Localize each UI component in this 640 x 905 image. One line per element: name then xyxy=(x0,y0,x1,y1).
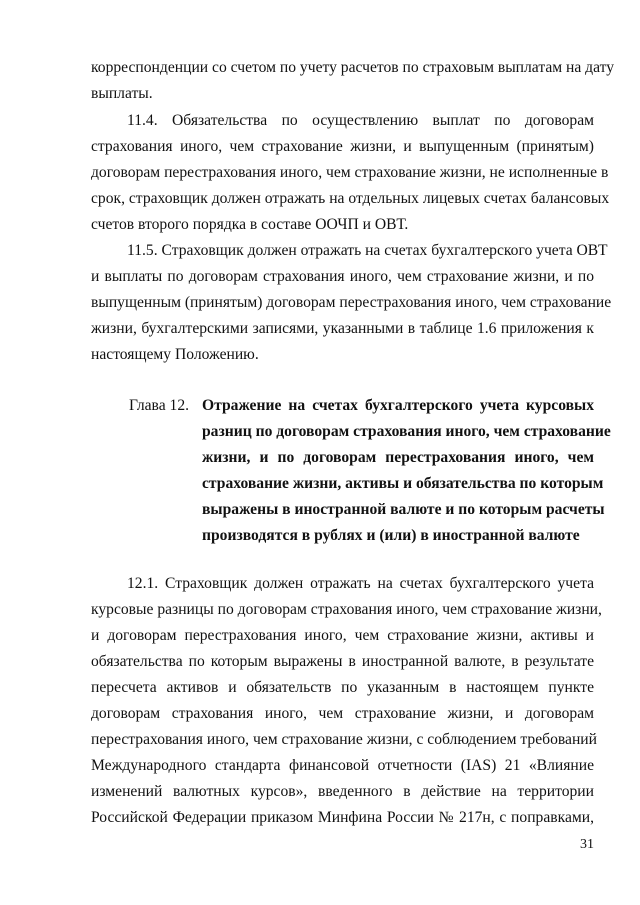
paragraph-11-5-first-line: 11.5. Страховщик должен отражать на счетах бухгалтерского учета ОВТ xyxy=(127,242,608,259)
text-line: выплаты. xyxy=(91,85,153,102)
chapter-title-line: страхование жизни, активы и обязательства по которым xyxy=(202,475,604,492)
text-line: и выплаты по договорам страхования иного, чем страхование жизни, и по xyxy=(91,268,594,285)
text-line: изменений валютных курсов», введенного в действие на территории xyxy=(91,783,594,800)
page-number: 31 xyxy=(580,837,594,852)
text-line: выпущенным (принятым) договорам перестрахования иного, чем страхование xyxy=(91,294,612,311)
chapter-title-line: жизни, и по договорам перестрахования иного, чем xyxy=(202,449,594,466)
text-line: Российской Федерации приказом Минфина России № 217н, с поправками, xyxy=(91,809,594,826)
text-line: пересчета активов и обязательств по указанным в настоящем пункте xyxy=(91,679,594,696)
text-line: срок, страховщик должен отражать на отдельных лицевых счетах балансовых xyxy=(91,190,610,207)
chapter-title-line: производятся в рублях и (или) в иностранной валюте xyxy=(202,527,580,544)
chapter-title-line: разниц по договорам страхования иного, чем страхование xyxy=(202,423,611,440)
text-line: договорам страхования иного, чем страхование жизни, и договорам xyxy=(91,705,594,722)
text-line: счетов второго порядка в составе ООЧП и ОВТ. xyxy=(91,216,409,233)
text-line: обязательства по которым выражены в иностранной валюте, в результате xyxy=(91,653,594,670)
text-line: жизни, бухгалтерскими записями, указанными в таблице 1.6 приложения к xyxy=(91,320,594,337)
text-line: корреспонденции со счетом по учету расчетов по страховым выплатам на дату xyxy=(91,59,615,76)
chapter-label: Глава 12. xyxy=(129,397,190,414)
paragraph-11-4-first-line: 11.4. Обязательства по осуществлению выплат по договорам xyxy=(127,112,594,129)
text-line: Международного стандарта финансовой отчетности (IAS) 21 «Влияние xyxy=(91,757,594,774)
chapter-title-line: Отражение на счетах бухгалтерского учета курсовых xyxy=(202,397,594,414)
text-line: договорам перестрахования иного, чем страхование жизни, не исполненные в xyxy=(91,164,609,181)
text-line: курсовые разницы по договорам страхования иного, чем страхование жизни, xyxy=(91,601,602,618)
chapter-title-line: выражены в иностранной валюте и по которым расчеты xyxy=(202,501,605,518)
text-line: и договорам перестрахования иного, чем страхование жизни, активы и xyxy=(91,627,594,644)
paragraph-12-1-first-line: 12.1. Страховщик должен отражать на счетах бухгалтерского учета xyxy=(127,575,594,592)
text-line: страхования иного, чем страхование жизни, и выпущенным (принятым) xyxy=(91,138,594,155)
text-line: настоящему Положению. xyxy=(91,346,259,363)
text-line: перестрахования иного, чем страхование жизни, с соблюдением требований xyxy=(91,731,597,748)
